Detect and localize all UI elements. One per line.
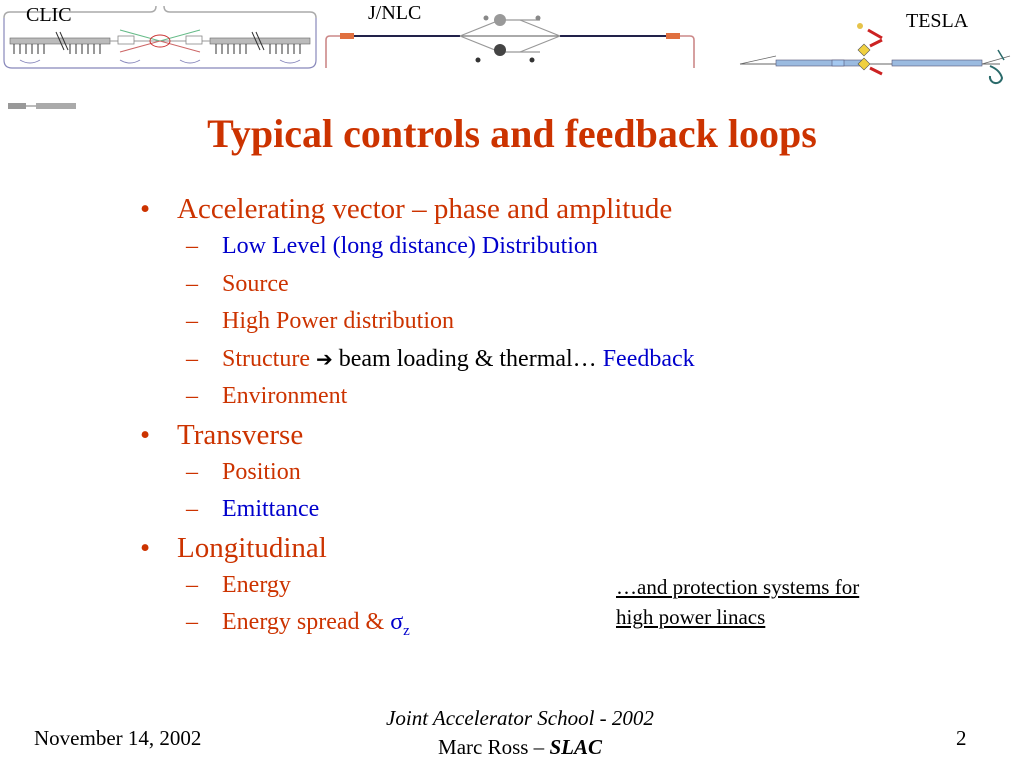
bullet-item [140, 416, 840, 454]
sub-text: Position [222, 458, 301, 485]
page-title: Typical controls and feedback loops [207, 111, 817, 156]
footer-center [340, 704, 700, 762]
sub-text: Source [222, 270, 289, 297]
footer-school: Joint Accelerator School - 2002 [386, 706, 654, 730]
bullet-mark: • [140, 193, 151, 225]
sigma-symbol: σ [390, 609, 404, 635]
sub-text-structure: Structure [222, 345, 310, 372]
sub-item [140, 228, 840, 266]
sub-text: Low Level (long distance) Distribution [222, 233, 598, 259]
sigma-subscript: z [403, 622, 410, 639]
bullet-item [140, 529, 840, 567]
page-number: 2 [956, 726, 967, 750]
footer-org: SLAC [549, 735, 602, 759]
bullet-mark: • [140, 531, 151, 564]
footer-author [340, 733, 700, 762]
bullet-text: Transverse [177, 418, 304, 451]
dash-mark: – [186, 308, 198, 334]
tesla-schematic [720, 20, 1020, 90]
note-line-2: high power linacs [616, 605, 766, 629]
right-arrow-icon: ➔ [315, 346, 333, 371]
bullet-mark: • [140, 418, 151, 451]
clic-label: CLIC [26, 4, 72, 26]
sub-text: Energy [222, 571, 291, 598]
sub-item [140, 303, 840, 341]
dash-mark: – [186, 609, 198, 635]
sub-text: High Power distribution [222, 308, 454, 334]
dash-mark: – [186, 383, 198, 409]
dash-mark: – [186, 270, 198, 297]
sub-item [140, 454, 840, 492]
dash-mark: – [186, 458, 198, 485]
sub-text: Energy spread & [222, 609, 385, 635]
footer-author-name: Marc Ross – [438, 735, 550, 759]
tesla-label: TESLA [906, 10, 969, 32]
sub-text: Environment [222, 383, 348, 409]
footer-date: November 14, 2002 [34, 726, 202, 750]
bullet-item [140, 190, 840, 228]
bullet-text: Longitudinal [177, 531, 327, 564]
sub-item [140, 491, 840, 529]
dash-mark: – [186, 496, 198, 522]
sub-item [140, 341, 840, 379]
dash-mark: – [186, 233, 198, 259]
sub-text: Emittance [222, 496, 320, 522]
jnlc-label: J/NLC [368, 2, 422, 24]
sub-text-beam-loading: beam loading & thermal… [338, 345, 597, 372]
dash-mark: – [186, 345, 198, 372]
bullet-text: Accelerating vector – phase and amplitude [177, 193, 673, 225]
note-line-1: …and protection systems for [616, 575, 860, 599]
sub-item [140, 266, 840, 304]
dash-mark: – [186, 571, 198, 598]
protection-note [616, 572, 859, 632]
sub-item [140, 378, 840, 416]
sub-text-feedback: Feedback [602, 345, 695, 372]
